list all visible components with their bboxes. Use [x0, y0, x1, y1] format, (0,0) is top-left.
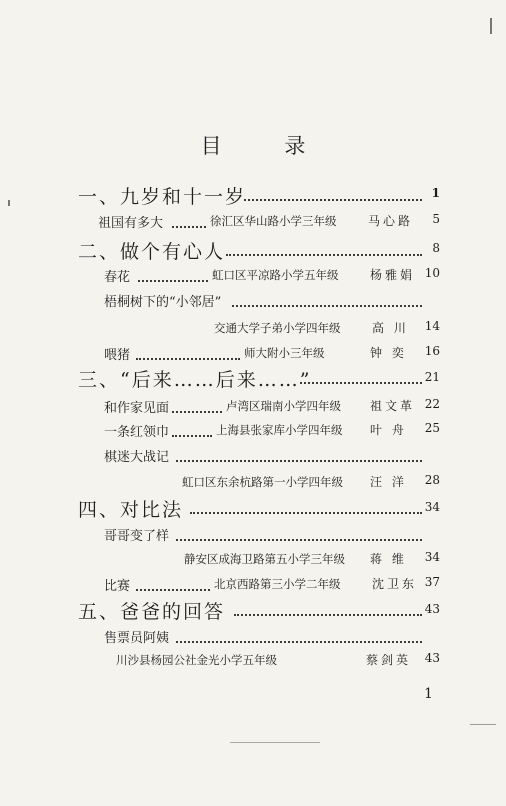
article-title: 棋迷大战记 [104, 450, 170, 465]
school-info: 虹口区东余杭路第一小学四年级 [182, 475, 343, 489]
author-name: 马心路 [368, 214, 414, 228]
page-ref: 28 [424, 473, 440, 487]
leader-dots [136, 358, 240, 360]
leader-dots [190, 512, 422, 514]
leader-dots [172, 411, 222, 413]
article-title: 祖国有多大 [98, 216, 164, 231]
page-ref: 16 [424, 344, 440, 358]
author-name: 沈卫东 [372, 577, 418, 591]
page-ref: 10 [424, 266, 440, 280]
page-ref: 22 [424, 397, 440, 411]
article-title: 和作家见面 [104, 401, 170, 416]
author-name: 蒋 维 [370, 552, 407, 566]
section-title: 二、做个有心人 [78, 241, 226, 263]
leader-dots [232, 305, 422, 307]
article-title: 春花 [104, 270, 131, 285]
school-info: 徐汇区华山路小学三年级 [210, 214, 337, 228]
leader-dots [176, 460, 422, 462]
author-name: 叶 舟 [370, 423, 407, 437]
page-title: 目 录 [200, 134, 334, 158]
scan-mark [490, 18, 492, 34]
leader-dots [172, 435, 212, 437]
scan-mark [230, 742, 320, 743]
page-ref: 21 [424, 370, 440, 384]
article-title: 售票员阿姨 [104, 631, 170, 646]
page-ref: 34 [424, 550, 440, 564]
page-ref: 37 [424, 575, 440, 589]
leader-dots [234, 614, 422, 616]
page-ref: 25 [424, 421, 440, 435]
leader-dots [226, 254, 422, 256]
article-title: 梧桐树下的“小邻居” [104, 295, 222, 310]
article-title: 比赛 [104, 579, 131, 594]
author-name: 钟 奕 [370, 346, 407, 360]
school-info: 师大附小三年级 [244, 346, 325, 360]
section-title: 一、九岁和十一岁 [78, 186, 247, 208]
page-ref: 43 [424, 651, 440, 665]
scan-mark [470, 724, 496, 725]
leader-dots [172, 226, 206, 228]
article-title: 喂猪 [104, 348, 131, 363]
school-info: 北京西路第三小学二年级 [214, 577, 341, 591]
page-ref: 14 [424, 319, 440, 333]
school-info: 卢湾区瑞南小学四年级 [226, 399, 341, 413]
section-title: 五、爸爸的回答 [78, 601, 226, 623]
scan-mark [8, 200, 10, 206]
leader-dots [138, 280, 208, 282]
author-name: 蔡剑英 [366, 653, 412, 667]
author-name: 汪 洋 [370, 475, 407, 489]
page-ref: 5 [432, 212, 440, 226]
page-ref: 1 [431, 186, 440, 200]
leader-dots [176, 539, 422, 541]
page-number: 1 [424, 686, 433, 702]
leader-dots [300, 382, 422, 384]
author-name: 杨雅娟 [370, 268, 416, 282]
school-info: 虹口区平凉路小学五年级 [212, 268, 339, 282]
page-ref: 43 [424, 602, 440, 616]
author-name: 祖文革 [370, 399, 416, 413]
article-title: 哥哥变了样 [104, 529, 170, 544]
section-title: 三、“后来……后来……” [78, 369, 312, 391]
school-info: 交通大学子弟小学四年级 [214, 321, 341, 335]
page-ref: 34 [424, 500, 440, 514]
leader-dots [176, 641, 422, 643]
school-info: 静安区成海卫路第五小学三年级 [184, 552, 345, 566]
article-title: 一条红领巾 [104, 425, 170, 440]
section-title: 四、对比法 [78, 499, 184, 521]
school-info: 川沙县杨园公社金光小学五年级 [116, 653, 277, 667]
leader-dots [244, 199, 422, 201]
page-ref: 8 [432, 241, 440, 255]
author-name: 高 川 [372, 321, 409, 335]
school-info: 上海县张家库小学四年级 [216, 423, 343, 437]
leader-dots [136, 589, 210, 591]
